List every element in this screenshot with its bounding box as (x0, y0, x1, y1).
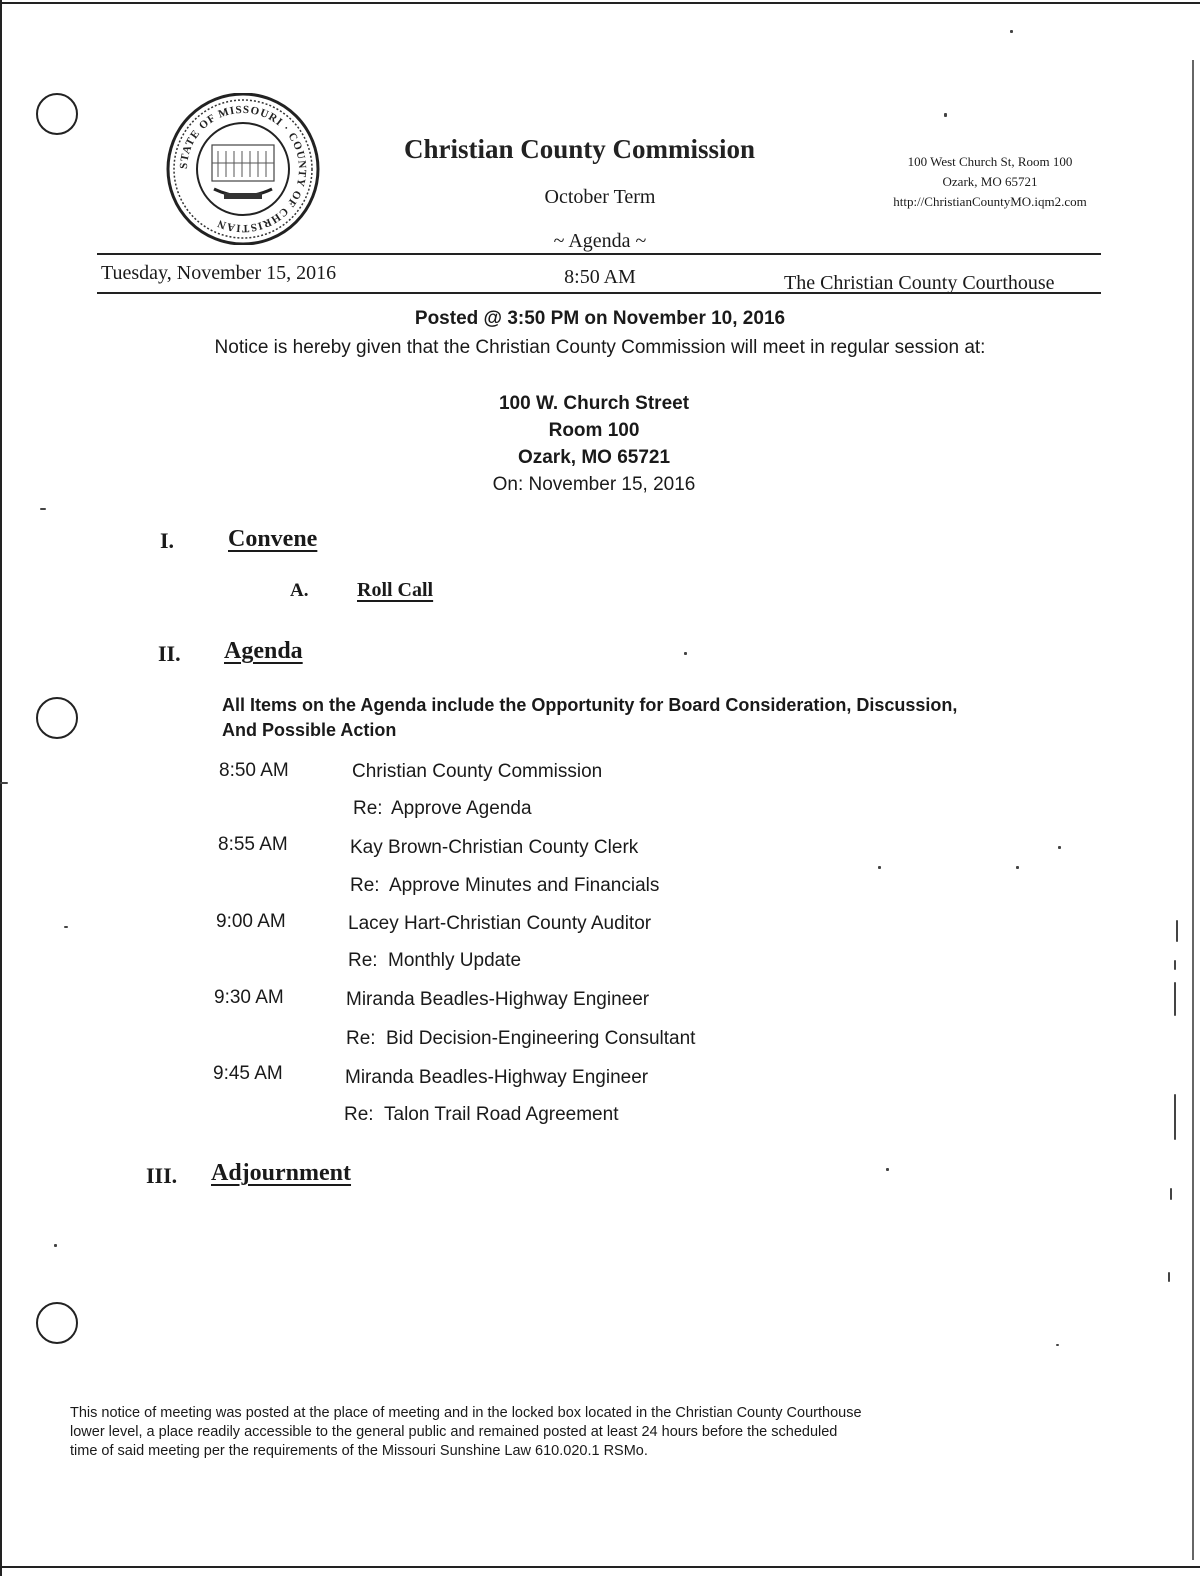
punch-hole-bottom (36, 1302, 78, 1344)
scan-speck (944, 113, 947, 117)
scan-top-edge (0, 2, 1200, 4)
meeting-date: Tuesday, November 15, 2016 (101, 262, 337, 284)
section-numeral-convene: I. (160, 528, 175, 553)
agenda-item-presenter: Miranda Beadles-Highway Engineer (345, 1067, 649, 1088)
footer-line-2: lower level, a place readily accessible to the general public and remained posted at least 24 hours before the scheduled (70, 1424, 838, 1440)
agenda-item-re-label: Re: (350, 875, 380, 896)
agenda-item-re-label: Re: (348, 950, 378, 971)
agenda-intro-line-2: And Possible Action (222, 720, 397, 740)
agenda-item-time: 9:45 AM (213, 1063, 283, 1084)
address-block (860, 152, 1120, 212)
section-title-adjournment: Adjournment (211, 1160, 352, 1186)
scan-speck (1010, 30, 1013, 33)
notice-line: Notice is hereby given that the Christian County Commission will meet in regular session at: (214, 337, 986, 358)
section-title-convene: Convene (228, 526, 318, 552)
term-label: October Term (544, 186, 656, 208)
scan-speck (1174, 960, 1176, 970)
scan-speck (878, 866, 881, 869)
venue-city: Ozark, MO 65721 (517, 447, 671, 468)
meeting-bar-bottom-rule (97, 292, 1101, 294)
scan-speck (886, 1168, 889, 1171)
scan-speck (1170, 1188, 1172, 1200)
agenda-item-time: 8:50 AM (219, 760, 289, 781)
scan-right-edge (1192, 60, 1194, 1560)
scan-speck (64, 926, 68, 928)
agenda-item-subject: Approve Agenda (391, 798, 532, 819)
scan-speck (54, 1244, 57, 1247)
section-numeral-agenda: II. (158, 641, 181, 666)
agenda-item-presenter: Miranda Beadles-Highway Engineer (346, 989, 650, 1010)
section-numeral-adjournment: III. (146, 1163, 178, 1188)
scan-speck (1168, 1272, 1170, 1282)
venue-date: On: November 15, 2016 (492, 474, 696, 495)
agenda-item-time: 9:00 AM (216, 911, 286, 932)
scan-speck (1176, 920, 1178, 942)
scan-left-edge (0, 0, 2, 1576)
scan-speck (0, 782, 8, 784)
agenda-item-time: 8:55 AM (218, 834, 288, 855)
meeting-time: 8:50 AM (564, 266, 636, 288)
meeting-location: The Christian County Courthouse (784, 272, 1055, 294)
footer-notice (70, 1404, 1070, 1461)
punch-hole-top (36, 93, 78, 135)
agenda-intro-line-1: All Items on the Agenda include the Opportunity for Board Consideration, Discussion, (222, 695, 958, 715)
commission-title: Christian County Commission (404, 134, 756, 164)
scan-speck (684, 652, 687, 655)
roll-call-title: Roll Call (357, 579, 434, 601)
venue-street: 100 W. Church Street (498, 393, 690, 414)
footer-line-1: This notice of meeting was posted at the place of meeting and in the locked box located in the Christian County Courthouse (70, 1405, 862, 1421)
venue-room: Room 100 (548, 420, 640, 441)
agenda-item-re-label: Re: (346, 1028, 376, 1049)
agenda-item-subject: Approve Minutes and Financials (389, 875, 660, 896)
scan-speck (1058, 846, 1061, 849)
seal-text: STATE OF MISSOURI · COUNTY OF CHRISTIAN (177, 103, 309, 235)
agenda-item-subject: Bid Decision-Engineering Consultant (386, 1028, 696, 1049)
agenda-intro (222, 693, 1022, 743)
agenda-item-presenter: Kay Brown-Christian County Clerk (350, 837, 639, 858)
agenda-item-time: 9:30 AM (214, 987, 284, 1008)
agenda-item-re-label: Re: (344, 1104, 374, 1125)
agenda-item-presenter: Christian County Commission (352, 761, 603, 782)
venue-block (444, 390, 744, 498)
scan-speck (1174, 982, 1176, 1016)
agenda-heading: ~ Agenda ~ (553, 230, 647, 252)
website-link[interactable]: http://ChristianCountyMO.iqm2.com (893, 194, 1087, 209)
posted-line: Posted @ 3:50 PM on November 10, 2016 (414, 308, 786, 329)
scan-speck (1174, 1094, 1176, 1140)
footer-line-3: time of said meeting per the requirements of the Missouri Sunshine Law 610.020.1 RSMo. (70, 1443, 648, 1459)
agenda-item-subject: Monthly Update (388, 950, 522, 971)
address-line-2: Ozark, MO 65721 (942, 174, 1038, 189)
punch-hole-middle (36, 697, 78, 739)
scan-speck (1016, 866, 1019, 869)
roll-call-letter: A. (290, 580, 309, 601)
meeting-bar-top-rule (97, 253, 1101, 255)
scan-bottom-edge (0, 1566, 1200, 1568)
agenda-item-subject: Talon Trail Road Agreement (384, 1104, 619, 1125)
address-line-1: 100 West Church St, Room 100 (907, 154, 1073, 169)
scan-speck (40, 508, 46, 510)
section-title-agenda: Agenda (224, 638, 303, 664)
county-seal (164, 93, 322, 245)
agenda-item-presenter: Lacey Hart-Christian County Auditor (348, 913, 652, 934)
scan-speck (1056, 1344, 1059, 1346)
agenda-item-re-label: Re: (353, 798, 383, 819)
